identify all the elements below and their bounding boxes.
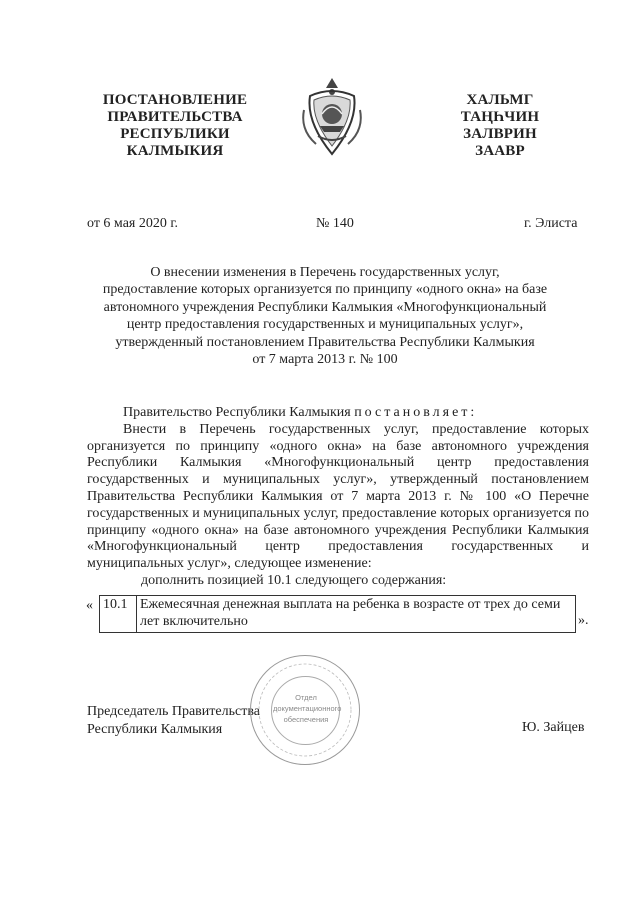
add-position-line: дополнить позицией 10.1 следующего содержания:: [141, 572, 447, 588]
stamp-center-text: [273, 692, 342, 725]
signatory-name: Ю. Зайцев: [522, 720, 585, 735]
header-right-line: ЗААВР: [475, 143, 525, 159]
intro-decree-word: постановляет:: [354, 405, 478, 420]
header-right-title: [445, 92, 555, 160]
title-line: утвержденный постановлением Правительства Республики Калмыкия: [115, 334, 535, 350]
stamp-line: документационного: [273, 704, 342, 713]
document-number: № 140: [316, 216, 354, 231]
title-line: центр предоставления государственных и муниципальных услуг»,: [126, 317, 524, 333]
title-line: от 7 марта 2013 г. № 100: [252, 352, 398, 368]
quote-close: ».: [578, 613, 589, 628]
header-right-line: ЗАЛВРИН: [463, 126, 537, 142]
document-date: от 6 мая 2020 г.: [87, 216, 179, 231]
table-row: [100, 596, 576, 633]
position-table: [99, 595, 576, 633]
kalmykia-coat-of-arms-icon: [296, 74, 368, 160]
header-left-line: ПРАВИТЕЛЬСТВА: [107, 109, 243, 125]
header-right-line: ХАЛЬМГ: [466, 92, 534, 108]
document-body: [87, 405, 589, 590]
title-line: автономного учреждения Республики Калмыкия «Многофункциональный: [103, 299, 547, 315]
intro-text: Правительство Республики Калмыкия: [123, 405, 351, 420]
stamp-line: Отдел: [295, 693, 317, 702]
official-stamp: [250, 655, 360, 765]
header-left-line: КАЛМЫКИЯ: [126, 143, 224, 159]
signatory-title-line: Республики Калмыкия: [87, 721, 223, 737]
quote-open: «: [86, 598, 93, 613]
stamp-line: обеспечения: [283, 715, 329, 724]
document-city: г. Элиста: [524, 216, 578, 231]
title-line: О внесении изменения в Перечень государственных услуг,: [150, 265, 500, 280]
header-left-title: [95, 92, 255, 160]
main-paragraph: Внести в Перечень государственных услуг, предоставление которых организуется по принципу «одного окна» на базе автономного учреждения Республики Калмыкия «Многофункциональный центр предоставления государственных и муниципальных услуг», утвержденный постановлением Правительства Республики Калмыкия от 7 марта 2013 г. № 100 «О Перечне государственных и муниципальных услуг, предоставление которых организуется по принципу «одного окна» на базе автономного учреждения Республики Калмыкия «Многофункциональный центр предоставления государственных и муниципальных услуг», следующее изменение:: [87, 421, 589, 572]
document-title: [85, 264, 565, 368]
position-number: 10.1: [100, 596, 137, 633]
position-text: Ежемесячная денежная выплата на ребенка в возрасте от трех до семи лет включительно: [137, 596, 576, 633]
resolution-intro: [87, 405, 589, 422]
header-left-line: РЕСПУБЛИКИ: [120, 126, 230, 142]
title-line: предоставление которых организуется по принципу «одного окна» на базе: [102, 282, 548, 298]
signatory-title-line: Председатель Правительства: [87, 704, 260, 719]
header-left-line: ПОСТАНОВЛЕНИЕ: [102, 92, 248, 108]
header-right-line: ТАҢҺЧИН: [460, 109, 540, 125]
signatory-title: [87, 703, 260, 738]
